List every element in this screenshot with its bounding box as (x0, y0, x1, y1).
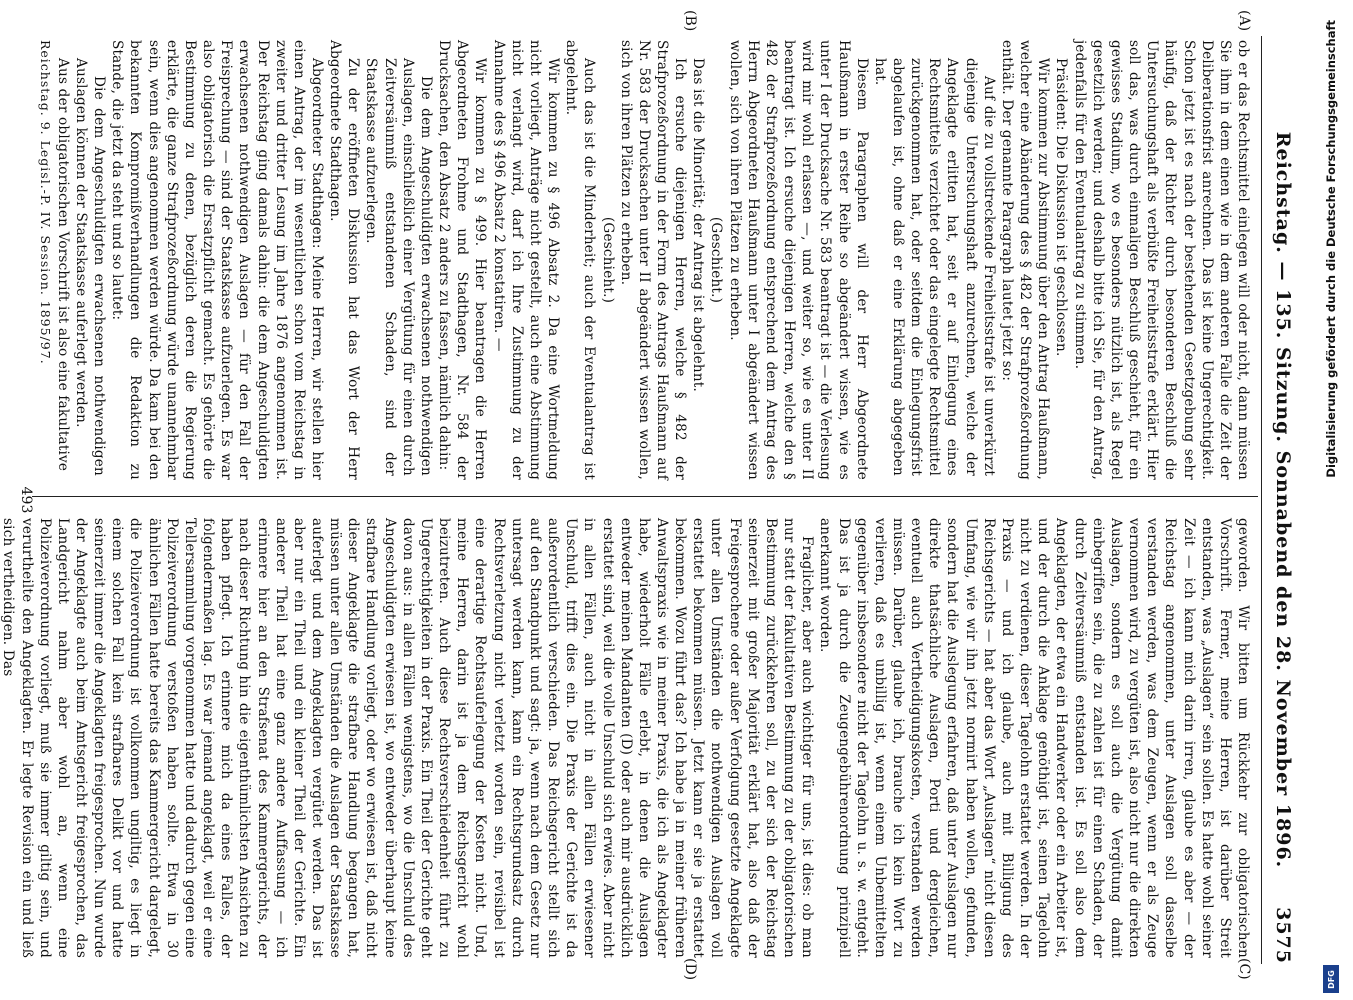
header-rule (1261, 36, 1262, 964)
paragraph: Präsident: Die Diskussion ist geschlossen. (1053, 58, 1070, 357)
right-column (0, 518, 1252, 958)
left-column (36, 40, 1252, 480)
paragraph: Fraglicher, aber auch wichtiger für uns, ist dies: ob man nur statt der fakultativen Bestimmung zu der obligatorischen Bestimmung zurückkehren soll, zu der sich der Reichstag seinerzeit mit großer Majorität erklärt hat, also daß der Freigesprochene oder außer Verfolgung gesetzte Angeklagte unter allen Umständen die nothwendigen Auslagen voll erstattet bekommen müssen. Jetzt kann er sie ja erstattet bekommen. Wozu führt das? Ich habe ja in meiner früheren Anwaltspraxis wie in meiner Praxis, die ich als Angeklagter habe, wiederholt Fälle erlebt, in denen die Auslagen entweder meinen Mandanten (D) oder auch mir ausdrücklich erstattet sind, weil die volle Unschuld sich erwies. Aber nicht in allen Fällen, auch nicht in allen Fällen erwiesener Unschuld, trifft dies ein. Die Praxis der Gerichte ist da außerordentlich verschieden. Das Reichsgericht stellt sich auf den Standpunkt und sagt: ja, wenn nach dem Gesetz nur untersagt werden kann, kann ein Rechtsgrundsatz durch Rechtsverletzung nicht verletzt worden sein, revisibel ist eine derartige Rechtsauferlegung der Kosten nicht. Und, meine Herren, darin ist ja dem Reichsgericht wohl beizutreten. Auch diese Rechtsverschiedenheit führt zu Ungerechtigkeiten in der Praxis. Ein Theil der Gerichte geht davon aus: in allen Fällen wenigstens, wo die Unschuld des Angeschuldigten erwiesen ist, wo entweder überhaupt keine strafbare Handlung vorliegt, oder wo erwiesen ist, daß nicht dieser Angeklagte die strafbare Handlung begangen hat, müssen unter allen Umständen die Auslagen der Staatskasse auferlegt und dem Angeklagten vergütet werden. Das ist aber nur ein Theil und ein kleiner Theil der Gerichte. Ein anderer Theil hat eine ganz andere Auffassung — ich erinnere hier an den Strafsenat des Kammergerichts, der nach dieser Richtung hin die eigenthümlichsten Ansichten zu haben pflegt. Ich erinnere mich da eines Falles, der folgendermaßen lag. Es war jemand angeklagt, weil er eine Tellersammlung vorgenommen hatte und dadurch gegen eine Polizeiverordnung verstoßen haben sollte. Etwa in 30 ähnlichen Fällen hatte bereits das Kammergericht dargelegt, die Polizeiverordnung ist vollkommen ungiltig, es liegt in einem solchen Fall kein strafbares Delikt vor und hatte seinerzeit immer die Angeklagten freigesprochen. Nun wurde der Angeklagte auch beim Amtsgericht freigesprochen, das Landgericht nahm aber wohl an, wenn eine Polizeiverordnung vorliegt, muß sie immer giltig sein, und verurtheilte den Angeklagten. Er legte Revision ein und ließ sich vertheidigen. Das (0, 518, 816, 958)
page-header-number: 3575 (1272, 907, 1294, 964)
quoted-paragraph: Die dem Angeschuldigten erwachsenen nothwendigen Auslagen, einschließlich einer Vergütung für einen durch Zeitversäumniß entstandenen Schaden, sind der Staatskasse aufzuerlegen. (363, 58, 434, 476)
digitization-sidebar (1318, 0, 1352, 1000)
paragraph: Abgeordneter Stadthagen: Meine Herren, wir stellen hier einen Antrag, der im wesentlichen schon vom Reichstag in zweiter und dritter Lesung im Jahre 1876 angenommen ist. Der Reichstag ging damals dahin: die dem Angeschuldigten erwachsenen nothwendigen Auslagen — für den Fall der Freisprechung — sind der Staatskasse aufzuerlegen. Es war also obligatorisch die Ersatzpflicht gemacht. Es gehörte die Bestimmung zu denen, bezüglich deren die Regierung erklärte, die ganze Strafprozeßordnung würde unannehmbar sein, wenn dies angenommen werden würde. Da kam bei den bekannten Kompromißverhandlungen die Redaktion zu Stande, die jetzt da steht und so lautet: (109, 40, 326, 480)
footnote: Reichstag. 9. Legisl.-P. IV. Session. 1895/97. (37, 40, 53, 365)
paragraph: geworden. Wir bitten um Rückkehr zur obligatorischen Vorschrift. Ferner, meine Herren, ist darüber Streit entstanden, was „Auslagen“ sein sollen. Es hatte wohl seiner Zeit — ich kann mich darin irren, glaube es aber — der Reichstag angenommen, unter Auslagen soll dasselbe verstanden werden, was dem Zeugen, wenn er als Zeuge vernommen wird, zu vergüten ist, also nicht nur die direkten Auslagen, sondern es soll auch die Vergütung damit einbegriffen sein, die zu zahlen ist für einen Schaden, der durch Zeitversäumniß entstanden ist. Es soll also dem Angeklagten, der etwa ein Handwerker oder ein Arbeiter ist, und der durch die Anklage genöthigt ist, seinen Tagelohn nicht zu verdienen, dieser Tagelohn erstattet werden. In der Praxis — und ich glaube, auch mit Billigung des Reichsgerichts — hat aber das Wort „Auslagen“ nicht diesen Umfang, wie wir ihn jetzt normirt haben wollen, gefunden, sondern hat die Auslegung erfahren, daß unter Auslagen nur direkte thatsächliche Auslagen, Porti und dergleichen, eventuell auch Vertheidigungskosten, verstanden werden müssen. Darüber, glaube ich, brauche ich kein Wort zu verlieren, daß es unbillig ist, wenn einem Unbemittelten gegenüber insbesondere nicht der Tagelohn u. s. w. entgeht. Das ist ja durch die Zeugengebührenordnung prinzipiell anerkannt worden. (817, 518, 1251, 958)
page-header (1266, 36, 1296, 964)
dfg-logo-text: DFG (1326, 969, 1336, 989)
quoted-paragraph: Die dem Angeschuldigten erwachsenen nothwendigen Auslagen können der Staatskasse auferlegt werden. (73, 58, 108, 476)
paragraph: Diesem Paragraphen will der Herr Abgeordnete Haußmann in erster Reihe so abgeändert wissen, wie es unter I der Drucksache Nr. 583 beantragt ist — die Verlesung wird mir wohl erlassen —, und weiter so, wie es unter II beantragt ist. Ich ersuche diejenigen Herren, welche den § 482 der Strafprozeßordnung entsprechend dem Antrag des Herrn Abgeordneten Haußmann unter I abgeändert wissen wollen, sich von ihren Plätzen zu erheben. (726, 40, 870, 480)
paragraph: Ich ersuche diejenigen Herren, welche § 482 der Strafprozeßordnung in der Form des Antrags Haußmann auf Nr. 583 der Drucksachen unter II abgeändert wissen wollen, sich von ihren Plätzen zu erheben. (617, 40, 689, 480)
paragraph: (Geschieht.) (708, 216, 725, 304)
paragraph: ob er das Rechtsmittel einlegen will oder nicht, dann müssen Sie ihm in dem einen wie in dem anderen Falle die Zeit der Deliberationsfrist anrechnen. Das ist keine Ungerechtigkeit. Schon jetzt ist es nach der bestehenden Gesetzgebung sehr häufig, daß der Richter durch besonderen Beschluß die Untersuchungshaft als verbüßte Freiheitsstrafe erklärt. Hier soll das, was durch einmaligen Beschluß geschieht, für ein gewisses Stadium, wo es besonders nützlich ist, als Regel gesetzlich werden; und deshalb bitte ich Sie, für den Antrag, jedenfalls für den Eventualantrag zu stimmen. (1071, 40, 1251, 480)
paragraph: Wir kommen zur Abstimmung über den Antrag Haußmann, welcher eine Abänderung des § 482 der Strafprozeßordnung enthält. Der genannte Paragraph lautet jetzt so: (998, 40, 1052, 480)
digitization-credit: Digitalisierung gefördert durch die Deutsche Forschungsgemeinschaft (1324, 20, 1338, 478)
dfg-logo-icon (1323, 965, 1339, 993)
margin-marker-c: (C) (1236, 958, 1252, 980)
paragraph: Auch das ist die Minderheit; auch der Eventualantrag ist abgelehnt. (563, 40, 598, 480)
paragraph: Aus der obligatorischen Vorschrift ist also eine fakultative (54, 58, 71, 472)
margin-marker-a: (A) (1236, 10, 1252, 32)
paragraph: Wir kommen zu § 496 Absatz 2. Da eine Wortmeldung nicht vorliegt, Anträge nicht gestellt, auch eine Abstimmung nicht verlangt wird, darf ich Ihre Zustimmung zu der Annahme des § 496 Absatz 2 konstatiren. — (490, 40, 562, 480)
quoted-paragraph: Auf die zu vollstreckende Freiheitsstrafe ist unverkürzt diejenige Untersuchungshaft anzurechnen, welche der Angeklagte erlitten hat, seit er auf Einlegung eines Rechtsmittels verzichtet oder das eingelegte Rechtsmittel zurückgenommen hat, oder seitdem die Einlegungsfrist abgelaufen ist, ohne daß er eine Erklärung abgegeben hat. (871, 58, 997, 476)
page-header-title: Reichstag. — 135. Sitzung. Sonnabend den 28. November 1896. (1272, 131, 1294, 869)
paragraph: Zu der eröffneten Diskussion hat das Wort der Herr Abgeordnete Stadthagen. (327, 40, 362, 480)
paragraph: Das ist die Minorität; der Antrag ist abgelehnt. (690, 58, 707, 392)
margin-marker-b: (B) (682, 10, 698, 32)
bottom-page-number: 493 (18, 486, 34, 514)
paragraph: (Geschieht.) (599, 216, 616, 304)
paragraph: Wir kommen zu § 499. Hier beantragen die Herren Abgeordneten Frohme und Stadthagen, Nr. 584 der Drucksachen, den Absatz 2 anders zu fassen, nämlich dahin: (436, 40, 489, 480)
margin-marker-d: (D) (682, 958, 698, 981)
column-divider (32, 496, 1258, 497)
